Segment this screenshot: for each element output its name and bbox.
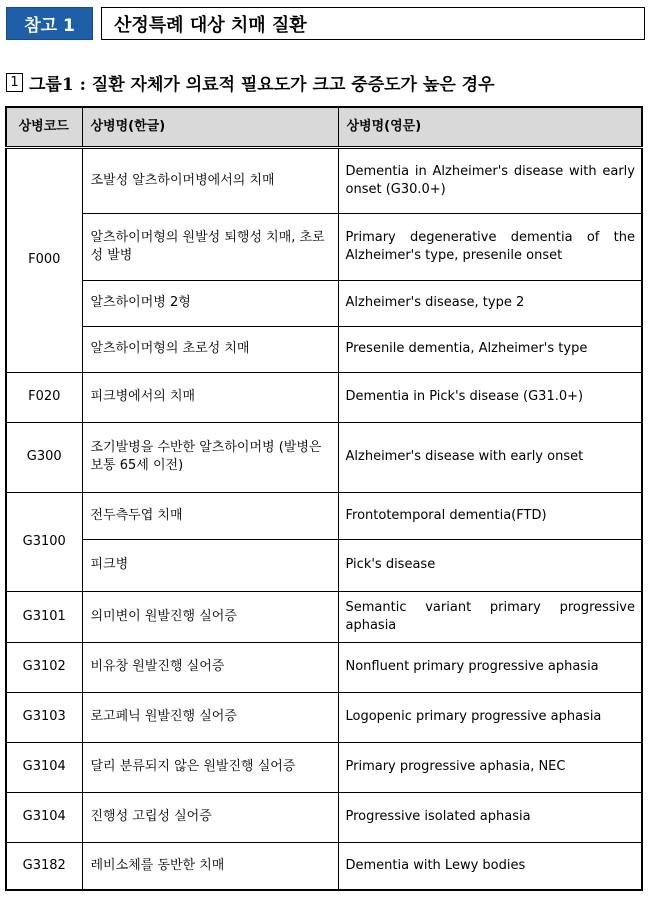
table-row — [6, 147, 642, 213]
english-name-cell: Dementia in Alzheimer's disease with early onset (G30.0+) — [338, 147, 642, 213]
disease-table — [5, 106, 643, 891]
code-cell: F020 — [6, 372, 82, 422]
korean-name-cell: 알츠하이머형의 원발성 퇴행성 치매, 초로성 발병 — [82, 213, 338, 280]
korean-name-cell: 조기발병을 수반한 알츠하이머병 (발병은 보통 65세 이전) — [82, 422, 338, 492]
english-name-cell: Dementia in Pick's disease (G31.0+) — [338, 372, 642, 422]
english-name-cell: Dementia with Lewy bodies — [338, 842, 642, 890]
english-name-cell: Progressive isolated aphasia — [338, 792, 642, 842]
table-header-row — [6, 107, 642, 147]
column-header-code: 상병코드 — [6, 107, 82, 147]
english-name-cell: Alzheimer's disease with early onset — [338, 422, 642, 492]
code-cell: G3100 — [6, 492, 82, 591]
table-row — [6, 280, 642, 326]
english-name-cell: Nonfluent primary progressive aphasia — [338, 642, 642, 692]
table-row — [6, 422, 642, 492]
table-row — [6, 213, 642, 280]
korean-name-cell: 알츠하이머병 2형 — [82, 280, 338, 326]
code-cell: F000 — [6, 147, 82, 372]
english-name-cell: Logopenic primary progressive aphasia — [338, 692, 642, 742]
table-row — [6, 372, 642, 422]
code-cell: G3104 — [6, 792, 82, 842]
table-row — [6, 326, 642, 372]
korean-name-cell: 로고페닉 원발진행 실어증 — [82, 692, 338, 742]
table-row — [6, 492, 642, 539]
code-cell: G3102 — [6, 642, 82, 692]
group-heading — [6, 70, 495, 95]
table-row — [6, 792, 642, 842]
group-number: 1 — [6, 73, 23, 92]
korean-name-cell: 달리 분류되지 않은 원발진행 실어증 — [82, 742, 338, 792]
english-name-cell: Primary degenerative dementia of the Alzheimer's type, presenile onset — [338, 213, 642, 280]
code-cell: G3104 — [6, 742, 82, 792]
korean-name-cell: 진행성 고립성 실어증 — [82, 792, 338, 842]
korean-name-cell: 의미변이 원발진행 실어증 — [82, 591, 338, 642]
table-row — [6, 842, 642, 890]
korean-name-cell: 피크병에서의 치매 — [82, 372, 338, 422]
korean-name-cell: 전두측두엽 치매 — [82, 492, 338, 539]
english-name-cell: Presenile dementia, Alzheimer's type — [338, 326, 642, 372]
code-cell: G3101 — [6, 591, 82, 642]
english-name-cell: Pick's disease — [338, 539, 642, 591]
table-row — [6, 539, 642, 591]
korean-name-cell: 알츠하이머형의 초로성 치매 — [82, 326, 338, 372]
table-row — [6, 642, 642, 692]
table-row — [6, 742, 642, 792]
column-header-english: 상병명(영문) — [338, 107, 642, 147]
table-row — [6, 692, 642, 742]
table-row — [6, 591, 642, 642]
code-cell: G3103 — [6, 692, 82, 742]
reference-badge: 참고 1 — [6, 7, 93, 40]
group-heading-text: 그룹1 : 질환 자체가 의료적 필요도가 크고 중증도가 높은 경우 — [29, 75, 495, 95]
english-name-cell: Alzheimer's disease, type 2 — [338, 280, 642, 326]
code-cell: G3182 — [6, 842, 82, 890]
page-title — [101, 7, 645, 40]
english-name-cell: Frontotemporal dementia(FTD) — [338, 492, 642, 539]
column-header-korean: 상병명(한글) — [82, 107, 338, 147]
korean-name-cell: 레비소체를 동반한 치매 — [82, 842, 338, 890]
korean-name-cell: 조발성 알츠하이머병에서의 치매 — [82, 147, 338, 213]
english-name-cell: Semantic variant primary progressive aphasia — [338, 591, 642, 642]
english-name-cell: Primary progressive aphasia, NEC — [338, 742, 642, 792]
korean-name-cell: 피크병 — [82, 539, 338, 591]
page-title-text: 산정특례 대상 치매 질환 — [114, 14, 307, 36]
korean-name-cell: 비유창 원발진행 실어증 — [82, 642, 338, 692]
code-cell: G300 — [6, 422, 82, 492]
